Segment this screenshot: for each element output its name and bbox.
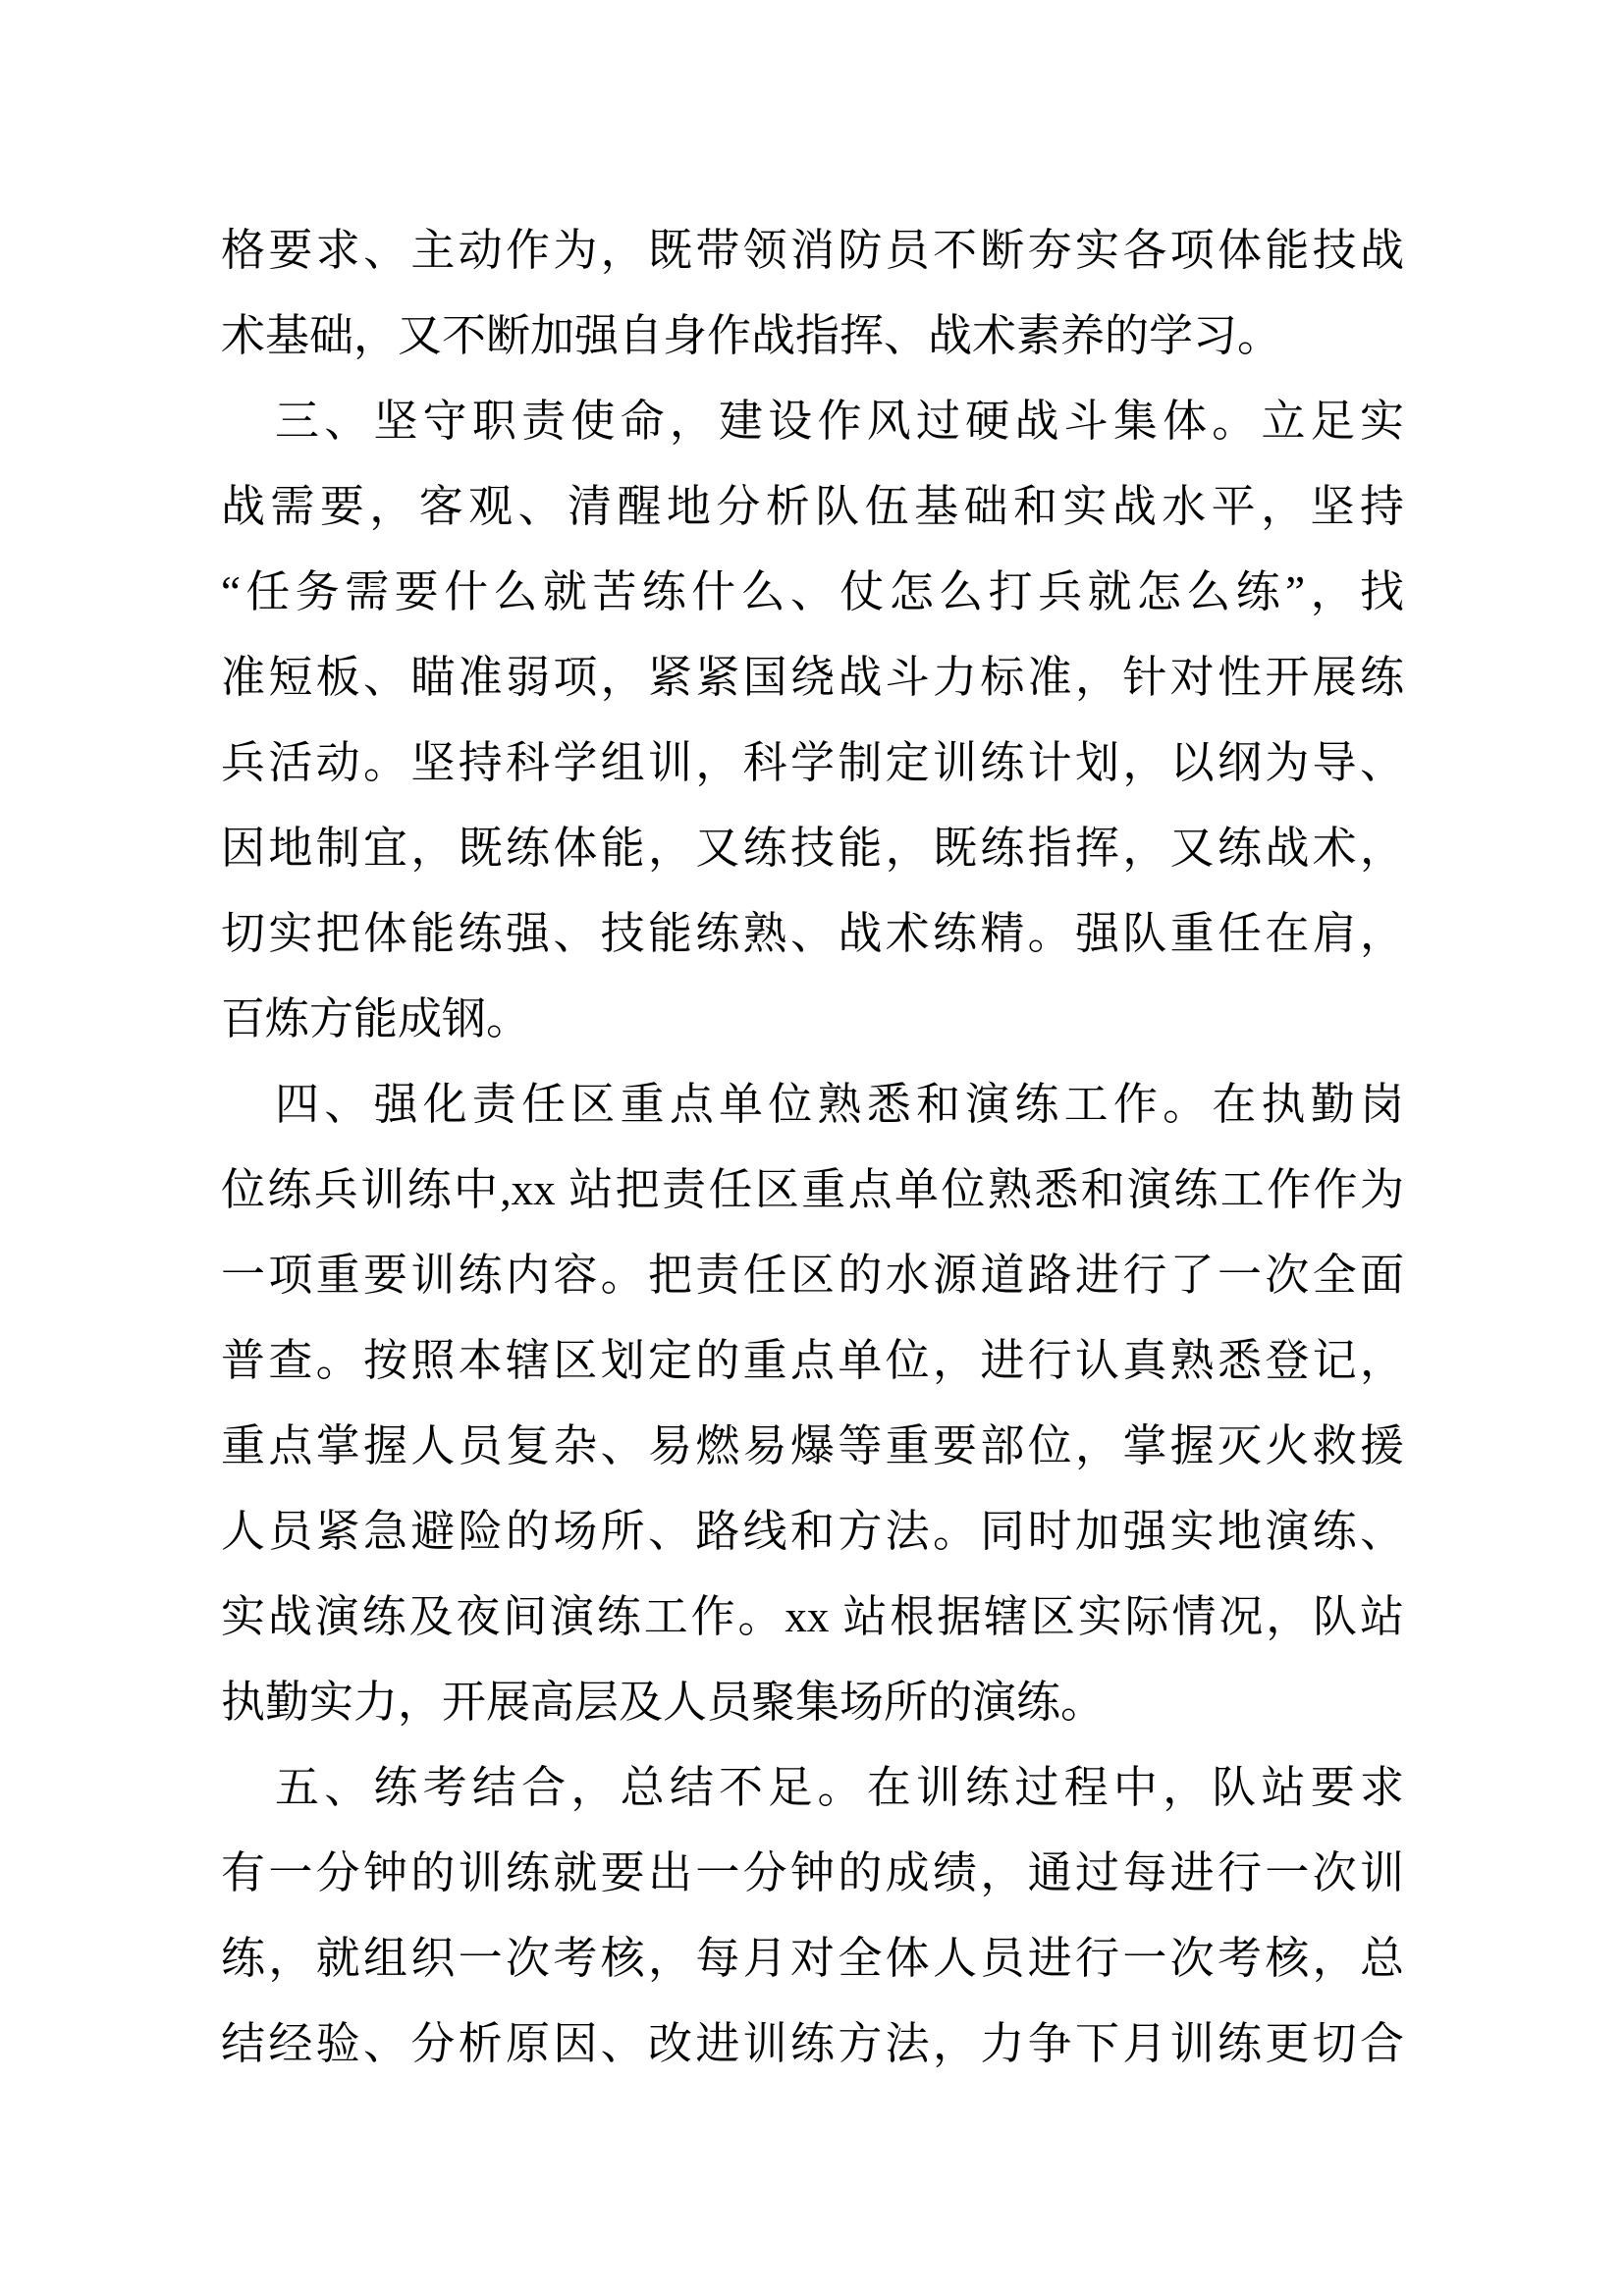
text-line: 有一分钟的训练就要出一分钟的成绩，通过每进行一次训	[221, 1848, 1404, 1897]
text-line: 重点掌握人员复杂、易燃易爆等重要部位，掌握灭火救援	[221, 1421, 1404, 1470]
text-line: 术基础，又不断加强自身作战指挥、战术素养的学习。	[221, 311, 1282, 360]
text-line: 准短板、瞄准弱项，紧紧国绕战斗力标准，针对性开展练	[221, 653, 1404, 702]
text-line: 因地制宜，既练体能，又练技能，既练指挥，又练战术，	[221, 824, 1404, 873]
text-line: 结经验、分析原因、改进训练方法，力争下月训练更切合	[221, 2019, 1404, 2068]
text-line: 百炼方能成钢。	[221, 994, 531, 1043]
text-line: 人员紧急避险的场所、路线和方法。同时加强实地演练、	[221, 1507, 1404, 1556]
text-line: 练，就组织一次考核，每月对全体人员进行一次考核，总	[221, 1934, 1404, 1983]
text-line: 四、强化责任区重点单位熟悉和演练工作。在执勤岗	[275, 1080, 1404, 1129]
text-line: 实战演练及夜间演练工作。xx 站根据辖区实际情况，队站	[221, 1592, 1404, 1641]
text-line: 位练兵训练中,xx 站把责任区重点单位熟悉和演练工作作为	[221, 1165, 1404, 1214]
text-line: 一项重要训练内容。把责任区的水源道路进行了一次全面	[221, 1251, 1404, 1300]
text-line: 三、坚守职责使命，建设作风过硬战斗集体。立足实	[275, 397, 1404, 446]
text-line: 战需要，客观、清醒地分析队伍基础和实战水平，坚持	[221, 482, 1404, 531]
document-text-block	[221, 208, 1404, 2087]
text-line: “任务需要什么就苦练什么、仗怎么打兵就怎么练”，找	[221, 567, 1404, 616]
text-line: 普查。按照本辖区划定的重点单位，进行认真熟悉登记，	[221, 1336, 1404, 1385]
text-line: 五、练考结合，总结不足。在训练过程中，队站要求	[275, 1763, 1404, 1812]
text-line: 格要求、主动作为，既带领消防员不断夯实各项体能技战	[221, 226, 1404, 275]
text-line: 切实把体能练强、技能练熟、战术练精。强队重任在肩，	[221, 909, 1404, 958]
text-line: 执勤实力，开展高层及人员聚集场所的演练。	[221, 1678, 1106, 1727]
text-line: 兵活动。坚持科学组训，科学制定训练计划，以纲为导、	[221, 738, 1404, 787]
